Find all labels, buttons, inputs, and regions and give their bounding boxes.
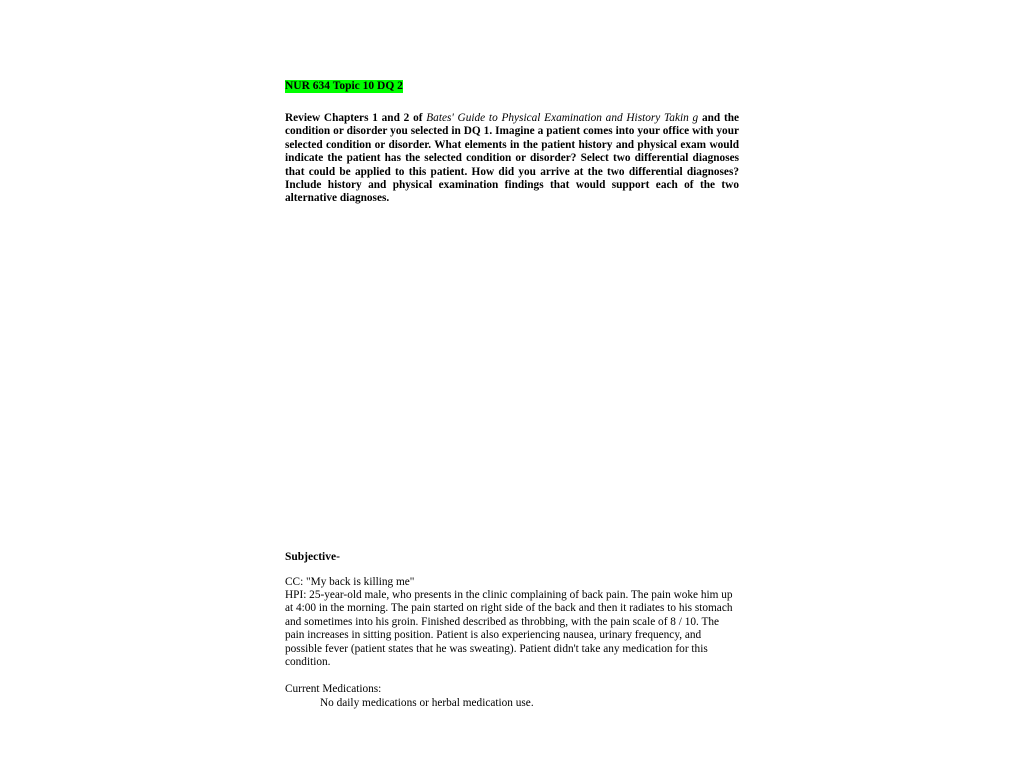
prompt-text-end: and the condition or disorder you selected in DQ 1. Imagine a patient comes into your office with your selected condition or disorder. What elements in the patient history and physical exam would indicate the patient has the selected condition or disorder? Select two differential diagnoses that could be applied to this patient. How did you arrive at the two differential diagnoses? Include history and physical examination findings that would support each of the two alternative diagnoses. [285,112,740,205]
prompt-text-start: Review Chapters 1 and 2 of [285,112,427,124]
chief-complaint: CC: "My back is killing me" [285,576,415,588]
highlighted-title-text: NUR 634 Topic 10 DQ 2 [285,80,403,92]
document-title [285,79,403,93]
book-title: Bates' Guide to Physical Examination and History Takin g [426,112,699,124]
history-of-present-illness: HPI: 25-year-old male, who presents in the clinic complaining of back pain. The pain woke him up at 4:00 in the morning. The pain started on right side of the back and then it radiates to his stomach and sometimes into his groin. Finished described as throbbing, with the pain scale of 8 / 10. The pain increases in sitting position. Patient is also experiencing nausea, urinary frequency, and possible fever (patient states that he was sweating). Patient didn't take any medication for this condition. [285,589,733,669]
subjective-heading: Subjective- [285,551,340,563]
discussion-prompt [285,112,739,206]
current-medications-value: No daily medications or herbal medication use. [320,697,534,709]
current-medications-label: Current Medications: [285,683,382,695]
document-page [285,0,739,768]
